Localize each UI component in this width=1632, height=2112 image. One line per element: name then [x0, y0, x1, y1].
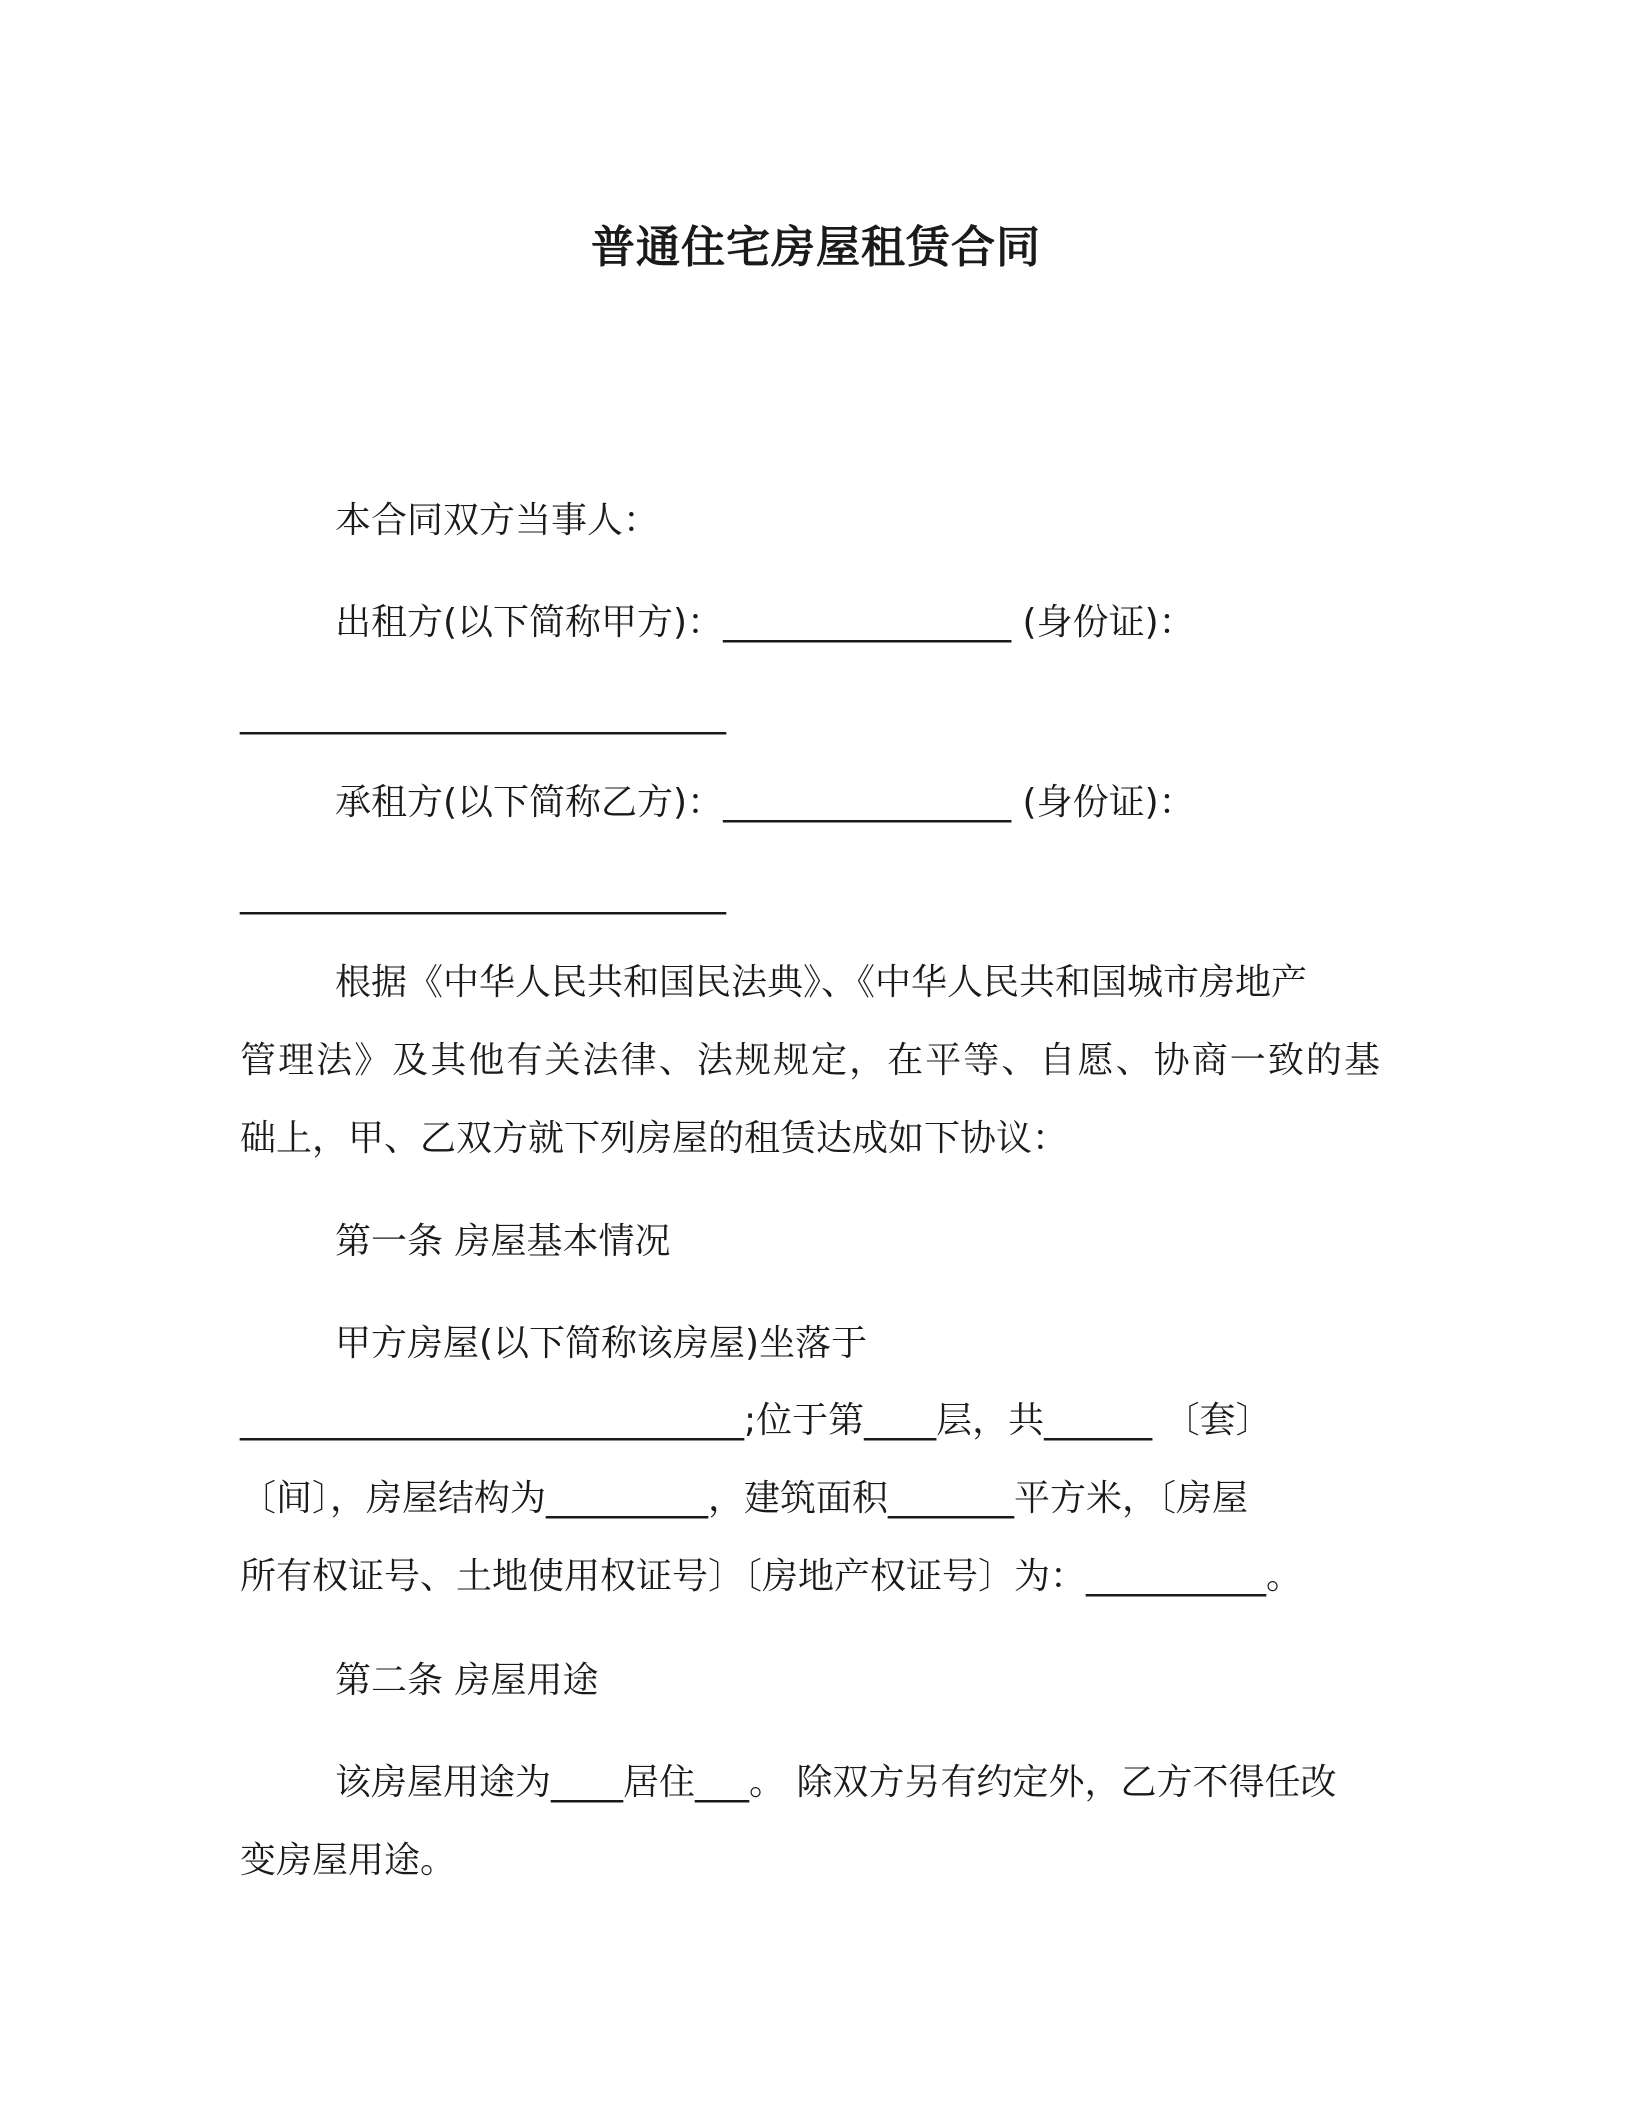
article-2-line-1: 该房屋用途为____居住___。 除双方另有约定外，乙方不得任改 [335, 1762, 1337, 1803]
article-1-line-3: 〔间〕，房屋结构为_________，建筑面积_______平方米，〔房屋 [240, 1478, 1249, 1519]
article-2-heading: 第二条 房屋用途 [335, 1660, 599, 1701]
preamble-line-1: 根据《中华人民共和国民法典》、《中华人民共和国城市房地产 [335, 962, 1308, 1003]
article-1-line-4: 所有权证号、土地使用权证号〕〔房地产权证号〕为：__________。 [240, 1556, 1303, 1597]
article-1-line-2: ____________________________;位于第____层，共______ 〔套〕 [240, 1400, 1272, 1441]
preamble-line-3: 础上，甲、乙双方就下列房屋的租赁达成如下协议： [240, 1118, 1069, 1159]
article-2-line-2: 变房屋用途。 [240, 1840, 457, 1881]
contract-title: 普通住宅房屋租赁合同 [591, 222, 1041, 273]
parties-heading: 本合同双方当事人： [335, 500, 660, 541]
lessor-line: 出租方(以下简称甲方)：________________ (身份证)： [335, 602, 1195, 643]
lessor-id-blank: ___________________________ [240, 694, 726, 735]
lessee-line: 承租方(以下简称乙方)：________________ (身份证)： [335, 782, 1195, 823]
preamble-line-2: 管理法》及其他有关法律、法规规定，在平等、自愿、协商一致的基 [240, 1040, 1380, 1081]
article-1-heading: 第一条 房屋基本情况 [335, 1221, 671, 1262]
article-1-line-1: 甲方房屋(以下简称该房屋)坐落于 [335, 1323, 868, 1364]
lessee-id-blank: ___________________________ [240, 874, 726, 915]
